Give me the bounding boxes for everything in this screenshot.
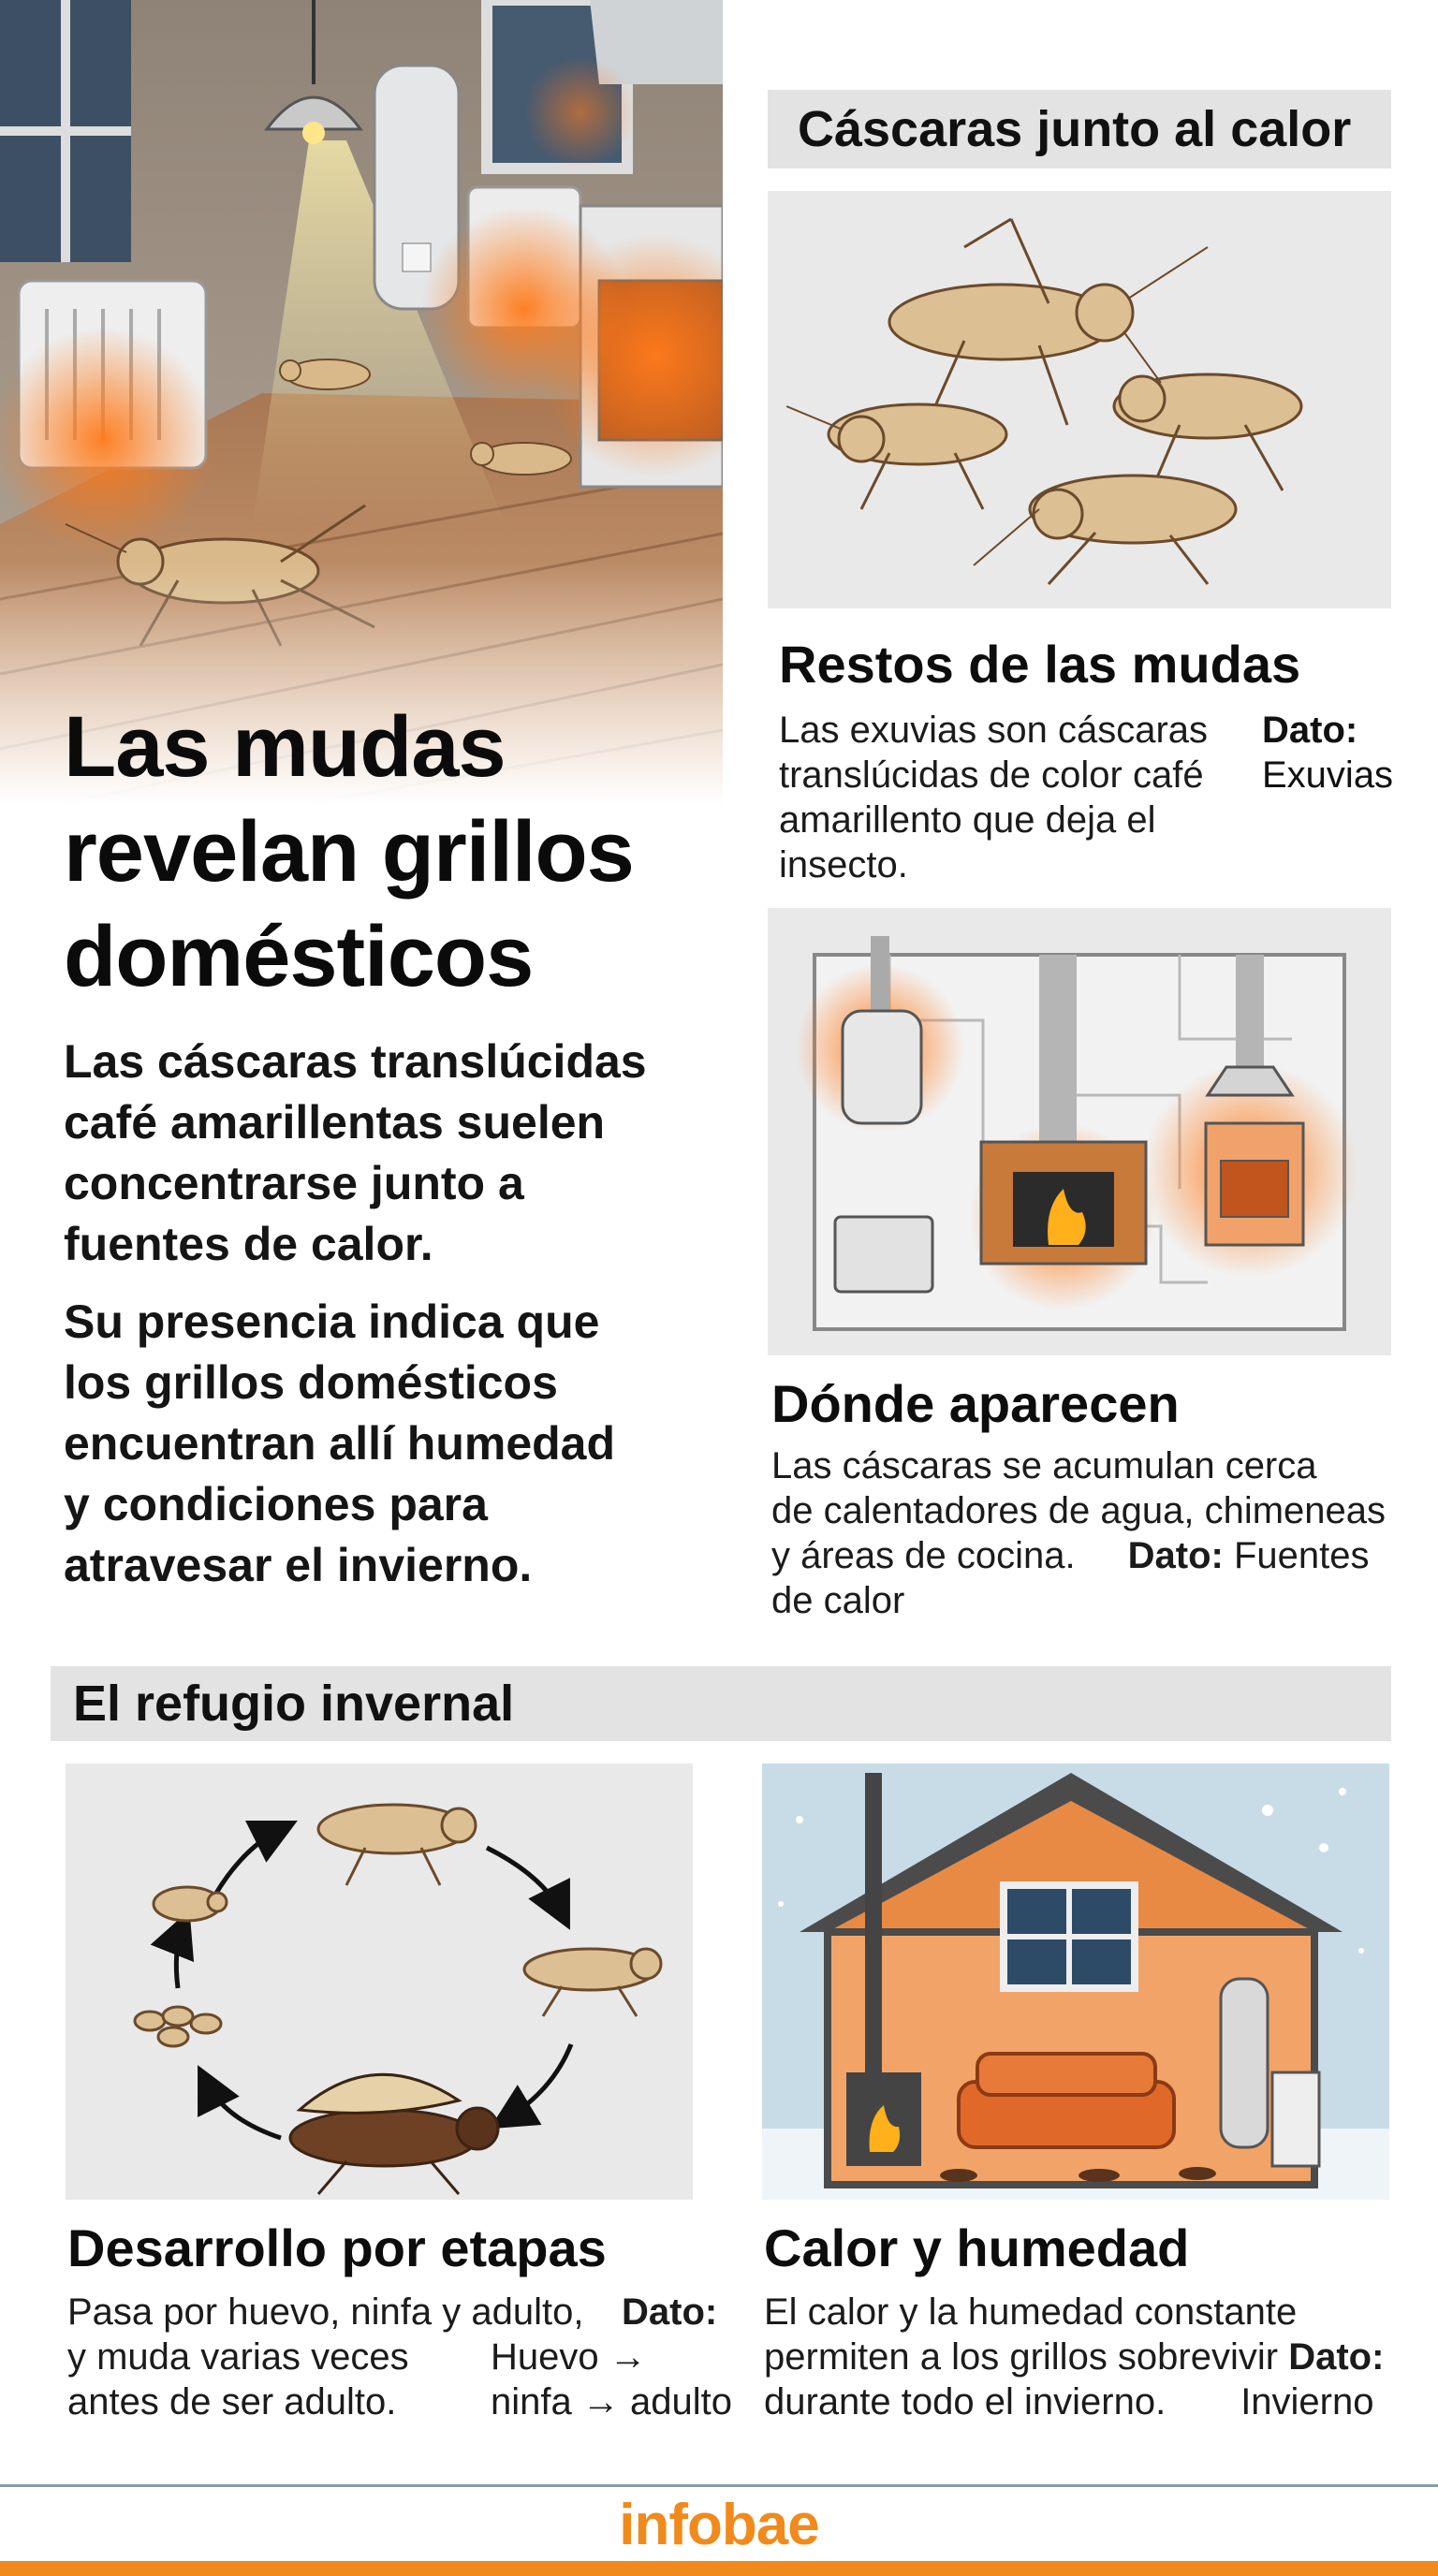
- body-line: amarillento que deja el insecto.: [779, 799, 1156, 886]
- fact-label: Dato:: [1127, 1535, 1224, 1576]
- hero-illustration: [0, 0, 723, 805]
- lede-line: Su presencia indica que: [64, 1295, 600, 1348]
- card-body: [779, 708, 1247, 887]
- lede-line: concentrarse junto a: [64, 1157, 524, 1209]
- water-heater-icon: [1221, 1979, 1268, 2147]
- fact-value: Huevo →: [491, 2336, 647, 2378]
- body-line: de calor: [771, 1580, 905, 1621]
- body-line: Las cáscaras se acumulan cerca: [771, 1445, 1317, 1486]
- fact-value: ninfa → adulto: [491, 2381, 732, 2422]
- lede-line: café amarillentas suelen: [64, 1096, 606, 1149]
- body-text: y áreas de cocina.: [771, 1535, 1076, 1576]
- card-body: [771, 1443, 1408, 1623]
- lede-line: y condiciones para: [64, 1478, 488, 1530]
- body-line: translúcidas de color café: [779, 754, 1204, 796]
- lede-line: fuentes de calor.: [64, 1218, 433, 1270]
- lede-paragraph: [64, 1032, 710, 1275]
- stove-icon: [1272, 2072, 1319, 2166]
- brand-logo[interactable]: infobae: [619, 2493, 819, 2557]
- cricket-shells-illustration: [786, 219, 1301, 584]
- body-line: de calentadores de agua, chimeneas: [771, 1490, 1387, 1531]
- fact-label: Dato:: [1288, 2336, 1385, 2378]
- fact-value: Fuentes: [1233, 1535, 1370, 1576]
- title-line: Las mudas: [64, 699, 506, 795]
- card-title: Desarrollo por etapas: [67, 2218, 607, 2277]
- footer-divider: [0, 2484, 1438, 2487]
- fact-label: Dato:: [1262, 710, 1358, 751]
- winged-cricket-icon: [290, 2074, 498, 2194]
- body-line: [764, 2379, 1438, 2424]
- water-heater-icon: [843, 1011, 921, 1123]
- fact-label: Dato:: [622, 2291, 718, 2333]
- footer-accent-bar: [0, 2561, 1438, 2576]
- warm-house-illustration: [762, 1764, 1389, 2200]
- body-line: Pasa por huevo, ninfa y adulto,: [67, 2291, 584, 2333]
- lede-line: atravesar el invierno.: [64, 1539, 533, 1591]
- kitchen-scene-illustration: [0, 0, 723, 805]
- card-title: Calor y humedad: [764, 2218, 1190, 2277]
- eggs-icon: [135, 2007, 221, 2046]
- section-banner: El refugio invernal: [51, 1666, 1391, 1741]
- title-line: domésticos: [64, 909, 534, 1004]
- body-line: [771, 1533, 1408, 1578]
- lede-line: encuentran allí humedad: [64, 1417, 616, 1470]
- title-line: revelan grillos: [64, 804, 634, 900]
- card-title: Restos de las mudas: [779, 635, 1301, 694]
- lede-line: Las cáscaras translúcidas: [64, 1035, 647, 1088]
- body-line: y muda varias veces: [67, 2336, 409, 2378]
- small-nymph-icon: [154, 1887, 227, 1921]
- section-banner: Cáscaras junto al calor: [768, 90, 1391, 168]
- body-line: antes de ser adulto.: [67, 2381, 397, 2422]
- body-text: durante todo el invierno.: [764, 2381, 1167, 2422]
- fact-value: Invierno: [1240, 2381, 1374, 2422]
- molts-illustration: [768, 191, 1391, 608]
- adult-cricket-icon: [318, 1805, 476, 1885]
- fact-box: [1262, 708, 1393, 798]
- fact-value: Exuvias: [1262, 754, 1394, 796]
- lede-paragraph: [64, 1292, 710, 1596]
- page-title: [64, 695, 719, 1009]
- body-line: El calor y la humedad constante: [764, 2291, 1298, 2333]
- fact-box: [491, 2290, 734, 2424]
- body-line: [764, 2334, 1438, 2379]
- life-cycle-illustration: [66, 1764, 693, 2200]
- house-heat-sources-illustration: [768, 908, 1391, 1355]
- radiator-icon: [835, 1217, 932, 1292]
- body-text: permiten a los grillos sobrevivir: [764, 2336, 1279, 2378]
- nymph-cricket-icon: [524, 1949, 661, 2016]
- card-title: Dónde aparecen: [771, 1374, 1180, 1433]
- body-line: Las exuvias son cáscaras: [779, 710, 1209, 751]
- lede-line: los grillos domésticos: [64, 1356, 558, 1409]
- card-body: [764, 2290, 1438, 2424]
